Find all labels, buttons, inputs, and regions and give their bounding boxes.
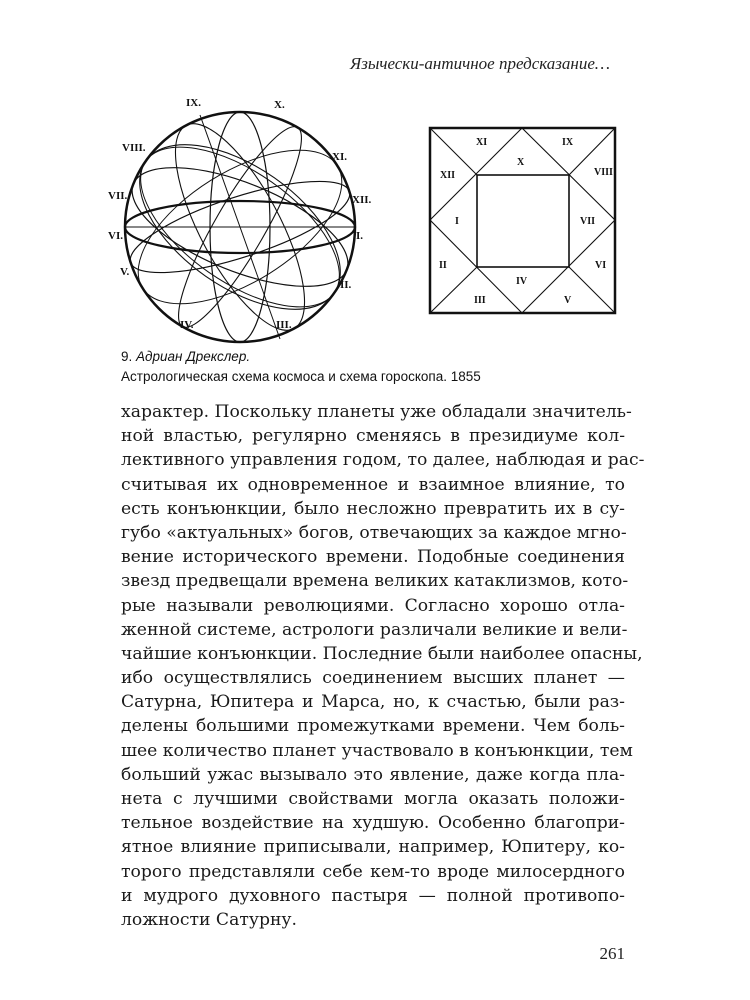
text-line: больший ужас вызывало это явление, даже когда пла- xyxy=(121,764,625,785)
text-line: тельное воздействие на худшую. Особенно благопри- xyxy=(121,813,625,834)
chart-label: XI xyxy=(476,137,488,148)
sphere-label: IX. xyxy=(186,97,201,109)
text-line: шее количество планет участвовало в конъюнкции, тем xyxy=(121,740,633,761)
caption-number: 9. xyxy=(121,349,133,364)
text-line: Сатурна, Юпитера и Марса, но, к счастью, были раз- xyxy=(121,692,625,713)
chart-label: VI xyxy=(595,260,607,271)
sphere-label: III. xyxy=(276,319,292,331)
text-line: есть конъюнкции, было несложно превратить их в су- xyxy=(121,498,625,519)
sphere-label: VII. xyxy=(108,190,128,202)
running-head: Язычески-античное предсказание… xyxy=(350,54,610,73)
sphere-label: IV. xyxy=(180,319,194,331)
text-line: ибо осуществлялись соединением высших планет — xyxy=(121,668,625,689)
chart-label: III xyxy=(474,295,486,306)
page-number: 261 xyxy=(599,944,625,963)
text-line: женной системе, астрологи различали великие и вели- xyxy=(121,619,628,640)
text-line: ложности Сатурну. xyxy=(121,909,297,930)
figure-illustration xyxy=(100,85,640,345)
text-line: характер. Поскольку планеты уже обладали значитель- xyxy=(121,402,632,422)
text-line: торого представляли себе кем-то вроде милосердного xyxy=(121,861,625,882)
sphere-label: VIII. xyxy=(122,142,146,154)
sphere-label: X. xyxy=(274,99,285,111)
body-text xyxy=(121,400,645,932)
text-line: чайшие конъюнкции. Последние были наиболее опасны, xyxy=(121,643,643,664)
chart-label: VII xyxy=(580,216,596,227)
text-line: считывая их одновременное и взаимное влияние, то xyxy=(121,474,625,495)
sphere-label: II. xyxy=(340,279,352,291)
text-line: делены большими промежутками времени. Чем боль- xyxy=(121,716,625,737)
text-line: рые называли революциями. Согласно хорошо отла- xyxy=(121,595,625,616)
armillary-sphere xyxy=(111,107,368,345)
text-line: ной властью, регулярно сменяясь в президиуме кол- xyxy=(121,426,625,447)
chart-label: VIII xyxy=(594,167,613,178)
sphere-label: I. xyxy=(356,230,364,242)
chart-label: V xyxy=(564,295,572,306)
chart-label: IV xyxy=(516,276,528,287)
caption-line-1 xyxy=(121,347,541,367)
text-line: и мудрого духовного пастыря — полной противопо- xyxy=(121,885,625,906)
text-line: вение исторического времени. Подобные соединения xyxy=(121,547,625,568)
text-line: нета с лучшими свойствами могла оказать положи- xyxy=(121,789,625,809)
chart-label: I xyxy=(455,216,459,227)
figure-caption xyxy=(121,347,541,387)
chart-label: X xyxy=(517,157,525,168)
chart-label: XII xyxy=(440,170,456,181)
sphere-label: XI. xyxy=(332,151,347,163)
text-line: губо «актуальных» богов, отвечающих за каждое мгно- xyxy=(121,522,627,543)
caption-title: Астрологическая схема космоса и схема гороскопа. 1855 xyxy=(121,369,481,384)
sphere-label: VI. xyxy=(108,230,123,242)
chart-label: IX xyxy=(562,137,574,148)
text-line: ятное влияние приписывали, например, Юпитеру, ко- xyxy=(121,837,625,858)
sphere-label: XII. xyxy=(352,194,372,206)
caption-author: Адриан Дрекслер. xyxy=(136,349,251,364)
sphere-label: V. xyxy=(120,266,130,278)
text-line: лективного управления годом, то далее, наблюдая и рас- xyxy=(121,450,645,471)
chart-label: II xyxy=(439,260,447,271)
text-line: звезд предвещали времена великих катаклизмов, кото- xyxy=(121,571,629,592)
